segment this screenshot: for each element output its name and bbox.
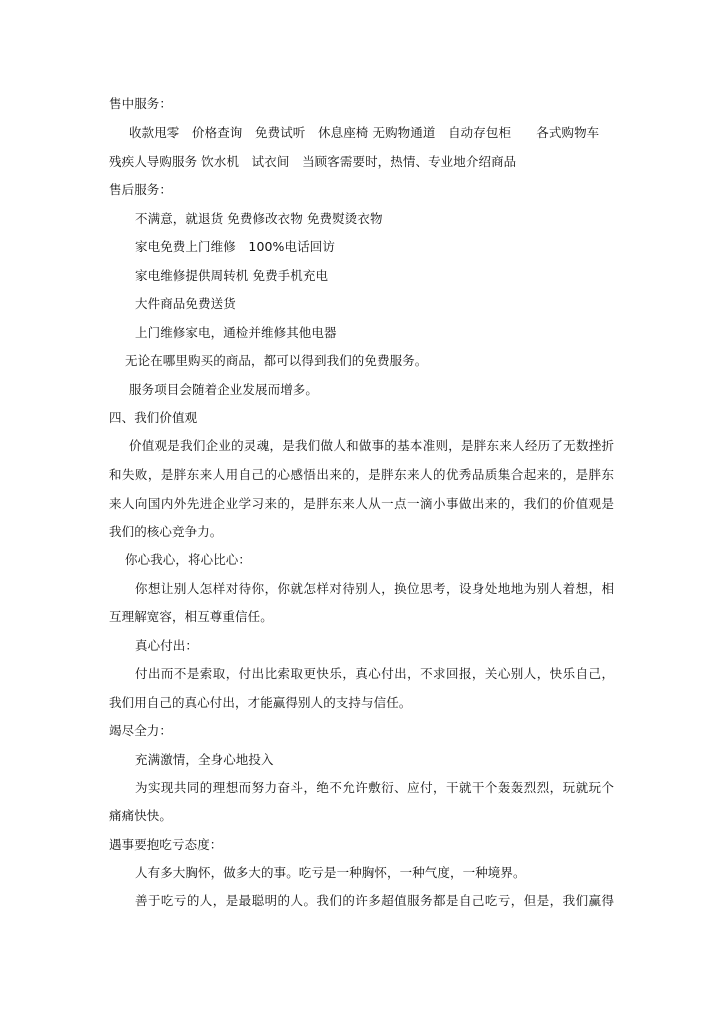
in-sale-service-list: 收款甩零 价格查询 免费试听 休息座椅 无购物通道 自动存包柜 各式购物车 [129,125,600,140]
full-effort-line-3: 痛痛快快。 [109,808,173,823]
sincere-giving-line-1: 付出而不是索取，付出比索取更快乐，真心付出，不求回报，关心别人，快乐自己， [135,666,614,681]
after-sale-item-1: 不满意，就退货 免费修改衣物 免费熨烫衣物 [135,211,383,226]
heading-in-sale-service: 售中服务： [109,96,173,111]
heading-after-sale-service: 售后服务： [109,182,173,197]
sincere-giving-line-2: 我们用自己的真心付出，才能赢得别人的支持与信任。 [109,695,412,710]
empathy-paragraph-line-2: 互理解宽容，相互尊重信任。 [109,609,273,624]
free-service-note: 无论在哪里购买的商品，都可以得到我们的免费服务。 [125,353,428,368]
values-paragraph-line-4: 我们的核心竞争力。 [109,524,223,539]
values-paragraph-line-3: 来人向国内外先进企业学习来的，是胖东来人从一点一滴小事做出来的，我们的价值观是 [109,496,614,511]
empathy-paragraph-line-1: 你想让别人怎样对待你，你就怎样对待别人，换位思考，设身处地地为别人着想，相 [135,581,614,596]
in-sale-service-list-continued: 残疾人导购服务 饮水机 试衣间 当顾客需要时，热情、专业地介绍商品 [109,154,517,169]
subheading-empathy: 你心我心，将心比心： [125,552,252,567]
values-paragraph-line-2: 和失败，是胖东来人用自己的心感悟出来的，是胖东来人的优秀品质集合起来的，是胖东 [109,467,614,482]
subheading-full-effort: 竭尽全力： [109,723,173,738]
loss-attitude-line-2: 善于吃亏的人，是最聪明的人。我们的许多超值服务都是自己吃亏，但是，我们赢得 [135,893,614,908]
section-heading-values: 四、我们价值观 [109,410,198,425]
loss-attitude-line-1: 人有多大胸怀，做多大的事。吃亏是一种胸怀，一种气度，一种境界。 [135,865,526,880]
after-sale-item-4: 大件商品免费送货 [135,296,236,311]
subheading-loss-attitude: 遇事要抱吃亏态度： [109,837,223,852]
after-sale-item-2: 家电免费上门维修 100%电话回访 [135,239,335,254]
full-effort-line-2: 为实现共同的理想而努力奋斗，绝不允许敷衍、应付，干就干个轰轰烈烈，玩就玩个 [135,780,614,795]
subheading-sincere-giving: 真心付出： [135,638,199,653]
full-effort-line-1: 充满激情，全身心地投入 [135,752,274,767]
values-paragraph-line-1: 价值观是我们企业的灵魂，是我们做人和做事的基本准则，是胖东来人经历了无数挫折 [129,438,614,453]
after-sale-item-3: 家电维修提供周转机 免费手机充电 [135,268,329,283]
after-sale-item-5: 上门维修家电，通检并维修其他电器 [135,325,337,340]
service-growth-note: 服务项目会随着企业发展而增多。 [129,382,319,397]
